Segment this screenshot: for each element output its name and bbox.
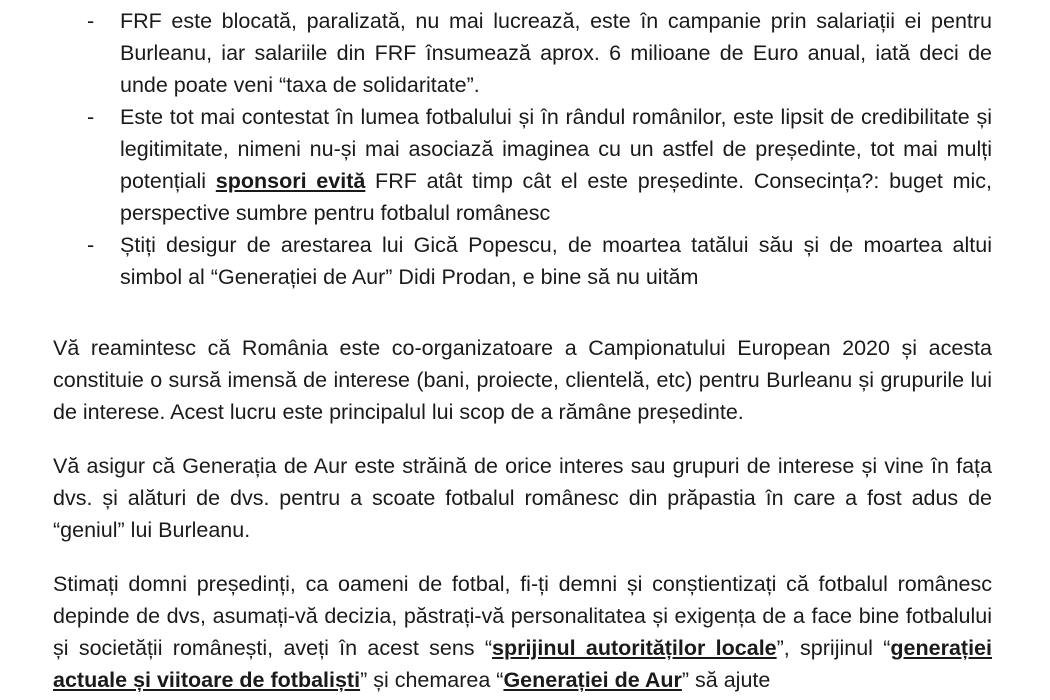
paragraph-text: ” și chemarea “	[360, 668, 504, 692]
list-item	[87, 101, 992, 229]
list-item	[87, 5, 992, 101]
bullet-marker: -	[87, 9, 95, 33]
bullet-text: FRF atât timp cât el este președinte. Consecința?: buget mic, perspective sumbre pentru fotbalul românesc	[120, 169, 993, 225]
list-item	[87, 229, 992, 293]
bullet-text: Știți desigur de arestarea lui Gică Popescu, de moartea tatălui său și de moartea altui simbol al “Generației de Aur” Didi Prodan, e bine să nu uităm	[120, 233, 992, 289]
paragraph: Vă asigur că Generația de Aur este străină de orice interes sau grupuri de interese și vine în fața dvs. și alături de dvs. pentru a scoate fotbalul românesc din prăpastia în care a fost adus de “geniul” lui Burleanu.	[53, 454, 992, 542]
paragraph	[53, 568, 992, 696]
bullet-text: FRF este blocată, paralizată, nu mai lucrează, este în campanie prin salariații ei pentru Burleanu, iar salariile din FRF însumează aprox. 6 milioane de Euro anual, iată deci de unde poate veni “taxa de solidaritate”.	[120, 9, 992, 97]
bullet-marker: -	[87, 105, 95, 129]
bullet-marker: -	[87, 233, 95, 257]
paragraph: Vă reamintesc că România este co-organizatoare a Campionatului European 2020 și acesta constituie o sursă imensă de interese (bani, proiecte, clientelă, etc) pentru Burleanu și grupurile lui de interese. Acest lucru este principalul lui scop de a rămâne președinte.	[53, 336, 992, 424]
emphasis-text: generației actuale și viitoare de fotbaliști	[53, 636, 992, 692]
paragraph-text: ”, sprijinul “	[776, 636, 891, 660]
bullet-text: Este tot mai contestat în lumea fotbalului și în rândul românilor, este lipsit de credibilitate și legitimitate, nimeni nu-și mai asociază imaginea cu un astfel de președinte, tot mai mulți potențiali	[120, 105, 992, 193]
bullet-list	[87, 5, 992, 293]
paragraph-text: Stimați domni președinți, ca oameni de fotbal, fi-ți demni și conștientizați că fotbalul românesc depinde de dvs, asumați-vă decizia, păstrați-vă personalitatea și exigența de a face bine fotbalului și societății românești, aveți în acest sens “	[53, 572, 992, 660]
emphasis-text: Generației de Aur	[503, 668, 682, 692]
paragraph-text: ” să ajute	[681, 668, 771, 692]
emphasis-text: sponsori evită	[215, 169, 366, 193]
emphasis-text: sprijinul autorităților locale	[492, 636, 777, 660]
